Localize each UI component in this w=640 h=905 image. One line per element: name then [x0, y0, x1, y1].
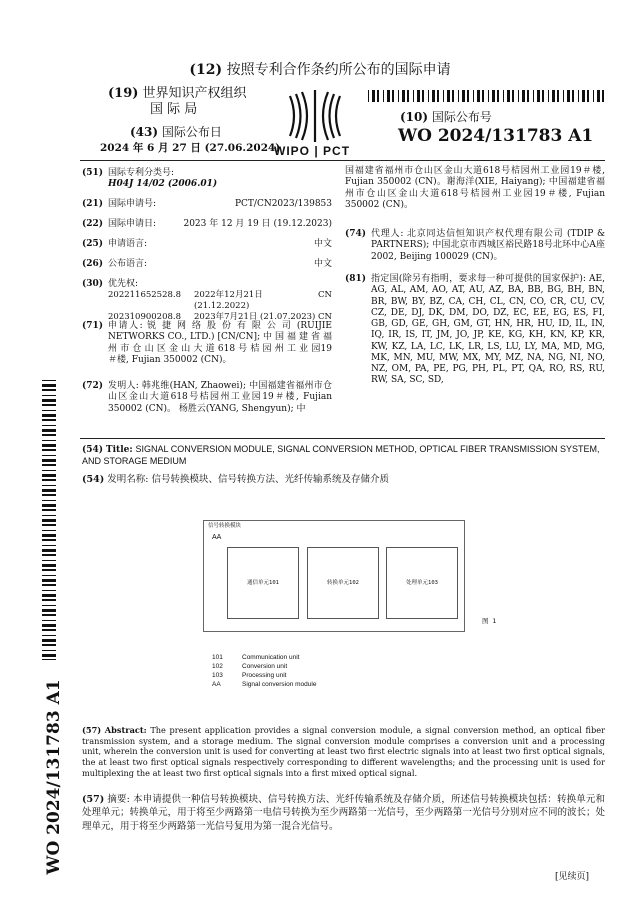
document-type	[90, 62, 550, 80]
figure-aa-label: AA	[212, 534, 222, 541]
lang-label: 申请语言:	[108, 239, 148, 249]
priority-item: 202310900208.8 2023年7月21日 (21.07.2023) CN	[108, 311, 332, 322]
pubdate-number: (43)	[130, 125, 159, 139]
filing-language-field	[82, 239, 332, 250]
doc-type-number: (12)	[189, 62, 223, 78]
abstract-en-text: The present application provides a signal conversion module, a signal conversion method, an optical fiber transmission system, and a storage medium. The signal conversion module comprises a conversion unit and a processing unit, wherein the conversion unit is used for converting at least two first electric signals into at least two first optical signals, the at least two first optical signals respectively corresponding to different wavelengths; and the processing unit is used for multiplexing the at least two first optical signals into a first mixed optical signal.	[82, 725, 605, 778]
lang-value: 中文	[313, 239, 332, 249]
title-zh-number: (54)	[82, 474, 105, 485]
unit-box-conversion: 转换单元102	[307, 547, 379, 619]
ipc-field	[82, 168, 332, 191]
appno-number: (21)	[82, 199, 104, 209]
abstract-zh	[82, 793, 605, 833]
unit-box-processing: 处理单元103	[386, 547, 458, 619]
abstract-zh-number: (57)	[82, 794, 105, 805]
abstract-zh-text: 本申请提供一种信号转换模块、信号转换方法、光纤传输系统及存储介质，所述信号转换模块包括：转换单元和处理单元；转换单元，用于将至少两路第一电信号转换为至少两路第一光信号，至少两路第一光信号分别对应不同的波长；处理单元，用于将至少两路第一光信号复用为第一混合光信号。	[82, 794, 605, 832]
publication-date-label-row	[130, 125, 222, 140]
side-barcode	[42, 380, 56, 660]
publang-number: (26)	[82, 259, 104, 269]
title-en-number: (54)	[82, 445, 104, 455]
header-divider	[80, 160, 605, 161]
org-number: (19)	[108, 86, 139, 101]
publication-number-label-row	[400, 110, 492, 125]
priority-label: 优先权:	[108, 279, 139, 289]
organization	[108, 86, 247, 102]
priority-item: 202211652528.8 2022年12月21日 (21.12.2022) CN	[108, 290, 332, 311]
filing-number: (22)	[82, 219, 104, 229]
priority-field	[82, 279, 332, 322]
fields-divider	[80, 438, 605, 439]
org-name: 世界知识产权组织	[142, 86, 247, 101]
inventor-text: 发明人: 韩兆维(HAN, Zhaowei); 中国福建省福州市仓山区金山大道618号桔园州工业园19＃楼, Fujian 350002 (CN)。 杨胜云(YANG, Shengyun); 中	[108, 381, 332, 414]
abstract-en-number: (57)	[82, 725, 102, 735]
filing-value: 2023 年 12 月 19 日 (19.12.2023)	[183, 219, 332, 229]
designated-states-field	[345, 274, 605, 387]
appno-label: 国际申请号:	[108, 199, 157, 209]
legend-item: AA Signal conversion module	[212, 681, 317, 689]
lang-number: (25)	[82, 239, 104, 249]
title-en-text: SIGNAL CONVERSION MODULE, SIGNAL CONVERSION METHOD, OPTICAL FIBER TRANSMISSION SYSTEM, AND STORAGE MEDIUM	[82, 444, 600, 467]
ipc-value: H04J 14/02 (2006.01)	[108, 179, 218, 190]
priority-list	[82, 290, 332, 322]
priority-number: (30)	[82, 279, 104, 289]
inventor-field	[82, 381, 332, 415]
figure-frame	[203, 520, 465, 632]
publication-date: 2024 年 6 月 27 日 (27.06.2024)	[100, 142, 281, 154]
abstract-en-label: Abstract:	[104, 725, 147, 735]
legend-item: 101 Communication unit	[212, 654, 300, 661]
title-zh-text: 信号转换模块、信号转换方法、光纤传输系统及存储介质	[151, 474, 389, 485]
states-text: 指定国(除另有指明，要求每一种可提供的国家保护): AE, AG, AL, AM, AO, AT, AU, AZ, BA, BB, BG, BH, BN, BR, BW, BY, BZ, CA, CH, CL, CN, CO, CR, CU, CV, CZ, DE, DJ, DK, DM, DO, DZ, EC, EE, EG, ES, FI, GB, GD, GE, GH, GM, GT, HN, HR, HU, ID, IL, IN, IQ, IR, IS, IT, JM, JO, JP, KE, KG, KH, KN, KP, KR, KW, KZ, LA, LC, LK, LR, LS, LU, LY, MA, MD, MG, MK, MN, MU, MW, MX, MY, MZ, NA, NG, NI, NO, NZ, OM, PA, PE, PG, PH, PL, PT, QA, RO, RS, RU, RW, SA, SC, SD,	[371, 274, 605, 386]
ipc-number: (51)	[82, 168, 104, 178]
wipo-logo	[270, 88, 360, 160]
agent-number: (74)	[345, 229, 367, 239]
applicant-number: (71)	[82, 321, 104, 331]
publang-value: 中文	[313, 259, 332, 269]
publang-label: 公布语言:	[108, 259, 148, 269]
side-publication-number: WO 2024/131783 A1	[44, 679, 64, 875]
states-number: (81)	[345, 274, 367, 284]
ipc-label: 国际专利分类号:	[108, 168, 175, 178]
inventor-number: (72)	[82, 381, 104, 391]
org-bureau: 国 际 局	[150, 102, 198, 117]
abstract-en	[82, 725, 605, 778]
figure-outer-label: 信号转换模块	[208, 523, 242, 529]
figure-legend	[212, 653, 316, 689]
pubno-number: (10)	[400, 110, 429, 124]
top-barcode	[368, 90, 608, 102]
agent-field	[345, 229, 605, 263]
filing-date-field	[82, 219, 332, 230]
legend-item: 102 Conversion unit	[212, 663, 288, 671]
agent-text: 代理人: 北京同达信恒知识产权代理有限公司 (TDIP & PARTNERS); 中国北京市西城区裕民路18号北环中心A座2002, Beijing 100029 (CN)。	[371, 229, 605, 262]
applicant-text: 申请人: 锐 捷 网 络 股 份 有 限 公 司 (RUIJIE NETWORKS CO., LTD.) [CN/CN]; 中 国 福 建 省 福 州 市 仓 山 区 金 山 大 道 618 号 桔 园 州 工 业 园19＃楼, Fujian 350002 (CN)。	[108, 321, 332, 365]
doc-type-text: 按照专利合作条约所公布的国际申请	[226, 62, 451, 78]
wipo-pct-text: WIPO | PCT	[274, 144, 351, 158]
appno-value: PCT/CN2023/139853	[234, 199, 332, 209]
inventor-continued: 国福建省福州市仓山区金山大道618号桔园州工业园19＃楼, Fujian 350002 (CN)。谢海洋(XIE, Haiyang); 中国福建省福州市仓山区金山大道618号桔园州工业园19＃楼, Fujian 350002 (CN)。	[345, 166, 605, 210]
publication-language-field	[82, 259, 332, 270]
unit-box-communication: 通信单元101	[227, 547, 299, 619]
publication-number: WO 2024/131783 A1	[398, 126, 594, 146]
title-zh	[82, 474, 605, 486]
filing-label: 国际申请日:	[108, 219, 157, 229]
continued-note: [见续页]	[555, 872, 590, 882]
application-number-field	[82, 199, 332, 210]
applicant-field	[82, 321, 332, 366]
abstract-zh-label: 摘要:	[107, 794, 130, 805]
title-en-label: Title:	[105, 445, 133, 455]
pubdate-label: 国际公布日	[161, 125, 222, 139]
legend-item: 103 Processing unit	[212, 672, 287, 680]
pubno-label: 国际公布号	[431, 110, 492, 124]
figure-label: 图 1	[482, 617, 497, 625]
title-en	[82, 444, 605, 469]
title-zh-label: 发明名称:	[107, 474, 149, 485]
